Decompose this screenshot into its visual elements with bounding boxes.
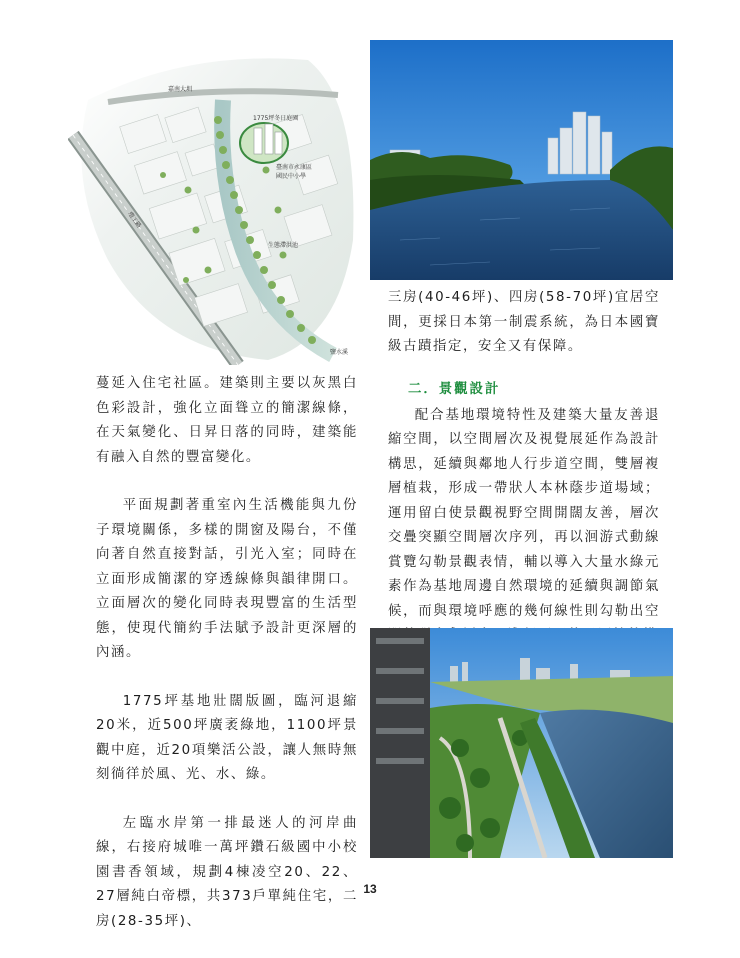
river-photo-towers — [370, 40, 673, 280]
plan-label-river: 鹽水溪 — [330, 349, 349, 356]
section-heading-landscape: 二．景觀設計 — [408, 382, 501, 397]
paragraph-facade-design: 蔓延入住宅社區。建築則主要以灰黑白色彩設計，強化立面聳立的簡潔線條，在天氣變化、日昇日落的同時，建築能有融入自然的豐富變化。 — [96, 376, 358, 465]
left-column-text — [96, 372, 358, 958]
paragraph-site-area: 1775坪基地壯闊版圖，臨河退縮20米，近500坪廣袤綠地，1100坪景觀中庭，近20項樂活公設，讓人無時無刻徜徉於風、光、水、綠。 — [96, 693, 358, 782]
right-column-top-text — [388, 286, 660, 360]
plan-label-park: 生態滯洪池 — [268, 242, 299, 249]
site-plan-illustration — [68, 40, 358, 365]
courtyard-river-photo — [370, 628, 673, 858]
paragraph-floor-plan: 平面規劃著重室內生活機能與九份子環境關係，多樣的開窗及陽台，不僅向著自然直接對話，引光入室；同時在立面形成簡潔的穿透線條與韻律開口。立面層次的變化同時表現豐富的生活型態，使現代簡約手法賦予設計更深層的內涵。 — [96, 498, 358, 660]
plan-label-road-top: 嘉南大圳 — [168, 86, 193, 93]
page-number: 13 — [363, 882, 377, 896]
plan-label-tower: 1775坪冬日庭園 — [253, 115, 299, 122]
paragraph-unit-types-continued: 三房(40-46坪)、四房(58-70坪)宜居空間，更採日本第一制震系統，為日本國寶級古蹟指定，安全又有保障。 — [388, 290, 660, 354]
right-column-text — [388, 378, 660, 649]
paragraph-location: 左臨水岸第一排最迷人的河岸曲線，右接府城唯一萬坪鑽石級國中小校園書香領域，規劃4棟凌空20、22、27層純白帝標，共373戶單純住宅，二房(28-35坪)、 — [96, 815, 358, 929]
paragraph-landscape-design: 配合基地環境特性及建築大量友善退縮空間，以空間層次及視覺展延作為設計構思，延續與鄰地人行步道空間，雙層複層植栽，形成一帶狀人本林蔭步道場域；運用留白使景觀視野空間開闊友善，層次交疊突顯空間層次序列，再以洄游式動線賞覽勾勒景觀表情，輔以導入大量水綠元素作為基地周邊自然環境的延續與調節氣候，而與環境呼應的幾何線性則勾勒出空 — [388, 407, 660, 619]
plan-label-school: 臺南市永康區 國民中小學 — [276, 164, 313, 180]
plan-label-road-left: 環工路 — [126, 210, 143, 230]
